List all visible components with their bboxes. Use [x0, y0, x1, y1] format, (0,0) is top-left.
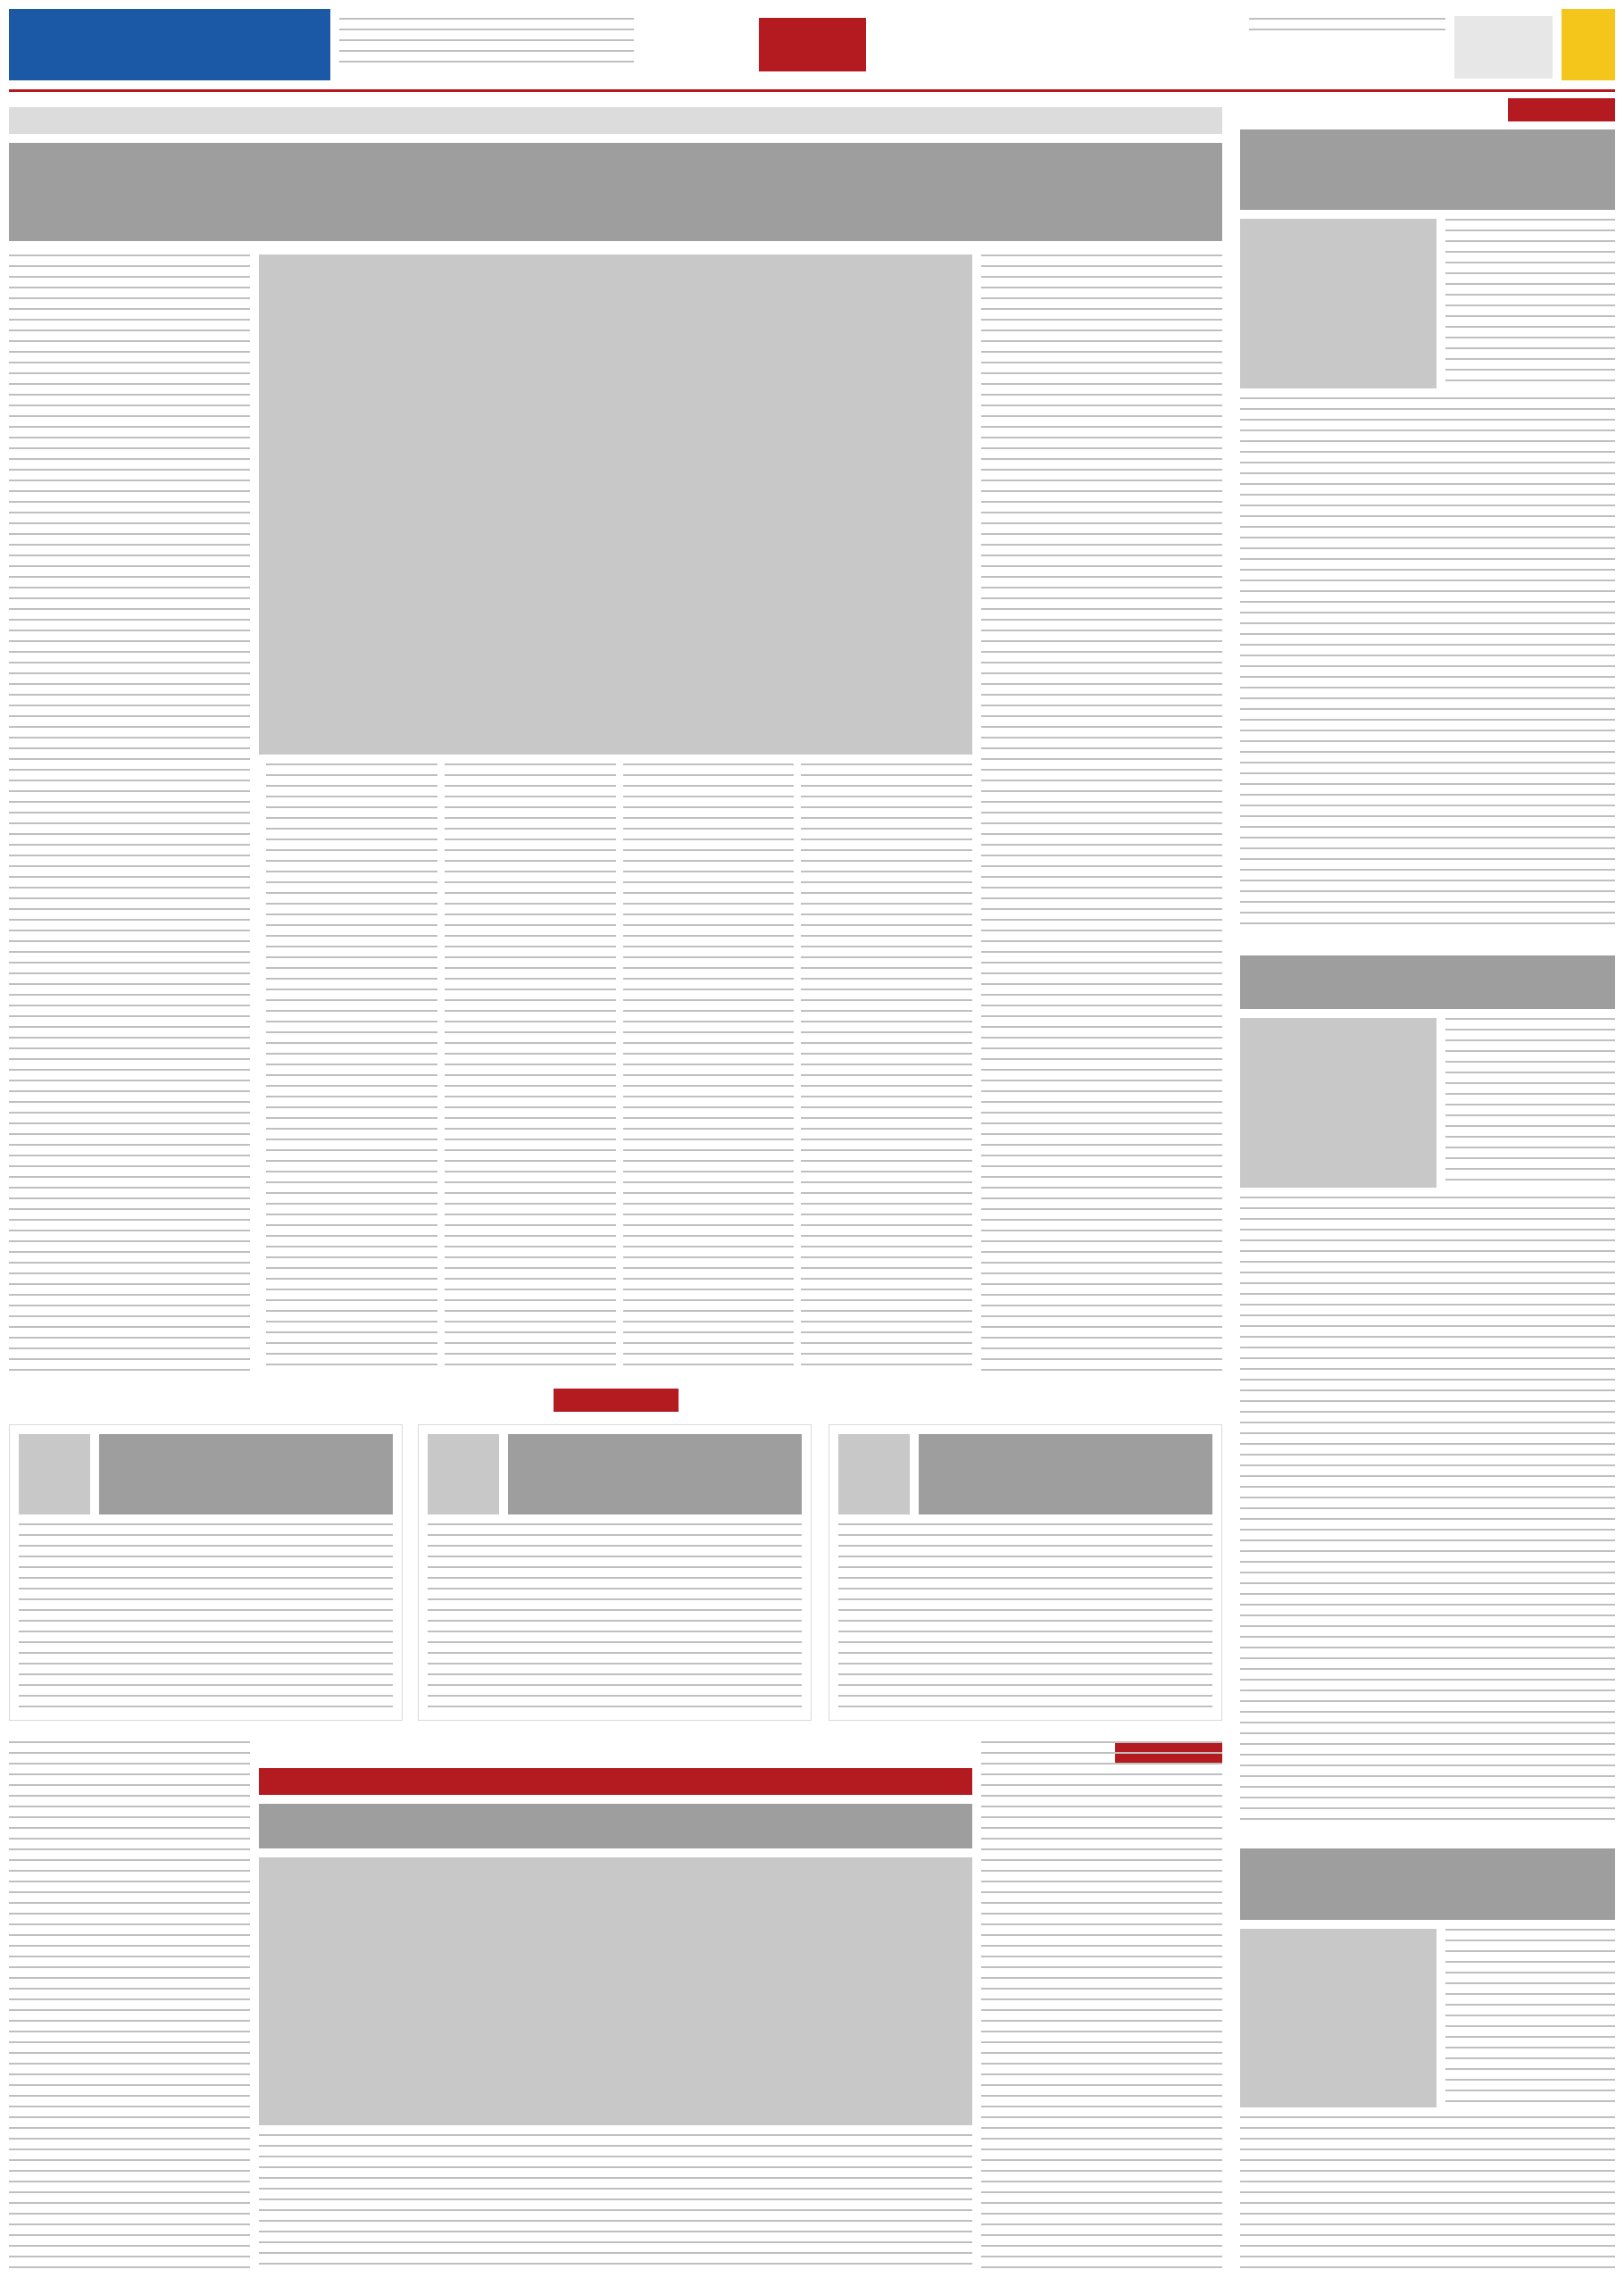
photo [1240, 1018, 1437, 1188]
portrait [838, 1434, 910, 1514]
lead-photo [259, 254, 972, 755]
body-text [1445, 1018, 1615, 1188]
portrait [428, 1434, 499, 1514]
body-text [981, 1741, 1222, 2268]
body-text [9, 1741, 250, 2268]
body-column [623, 763, 795, 1371]
portrait [19, 1434, 90, 1514]
body-text [1240, 397, 1615, 933]
headline-block [259, 1804, 972, 1848]
profile-card [9, 1424, 403, 1721]
kicker-bar [259, 1768, 972, 1795]
body-text [1445, 219, 1615, 388]
masthead [9, 9, 330, 80]
photo [1240, 219, 1437, 388]
photo [1240, 1929, 1437, 2107]
body-text [1240, 2116, 1615, 2268]
header [9, 9, 1615, 92]
headline-block [919, 1434, 1212, 1514]
section-tag [554, 1389, 679, 1412]
section-mark [759, 18, 866, 71]
profile-card [418, 1424, 812, 1721]
page-number-box [1562, 9, 1615, 80]
headline-block [1240, 1848, 1615, 1920]
body-column [445, 763, 616, 1371]
contact-line [1249, 18, 1445, 36]
body-column [801, 763, 972, 1371]
body-text [1445, 1929, 1615, 2107]
bottom-story [9, 1741, 1222, 2277]
photo [259, 1857, 972, 2125]
body-column [266, 763, 437, 1371]
right-column [1240, 98, 1615, 2277]
body-text [981, 254, 1222, 1371]
headline-block [99, 1434, 393, 1514]
body-text [19, 1523, 393, 1711]
issue-info [339, 18, 634, 71]
faces-strip [9, 1389, 1222, 1728]
main-story [9, 98, 1222, 1375]
section-tag [1508, 98, 1615, 121]
body-text [838, 1523, 1212, 1711]
kicker [9, 107, 1222, 134]
headline-block [1240, 129, 1615, 210]
body-text [9, 254, 250, 1371]
body-text-rows [259, 763, 972, 1371]
map-graphic [1454, 16, 1553, 79]
body-text [428, 1523, 802, 1711]
profile-card [829, 1424, 1222, 1721]
headline-block [9, 143, 1222, 241]
body-text [1240, 1197, 1615, 1822]
body-text [259, 2134, 972, 2268]
headline-block [1240, 955, 1615, 1009]
headline-block [508, 1434, 802, 1514]
